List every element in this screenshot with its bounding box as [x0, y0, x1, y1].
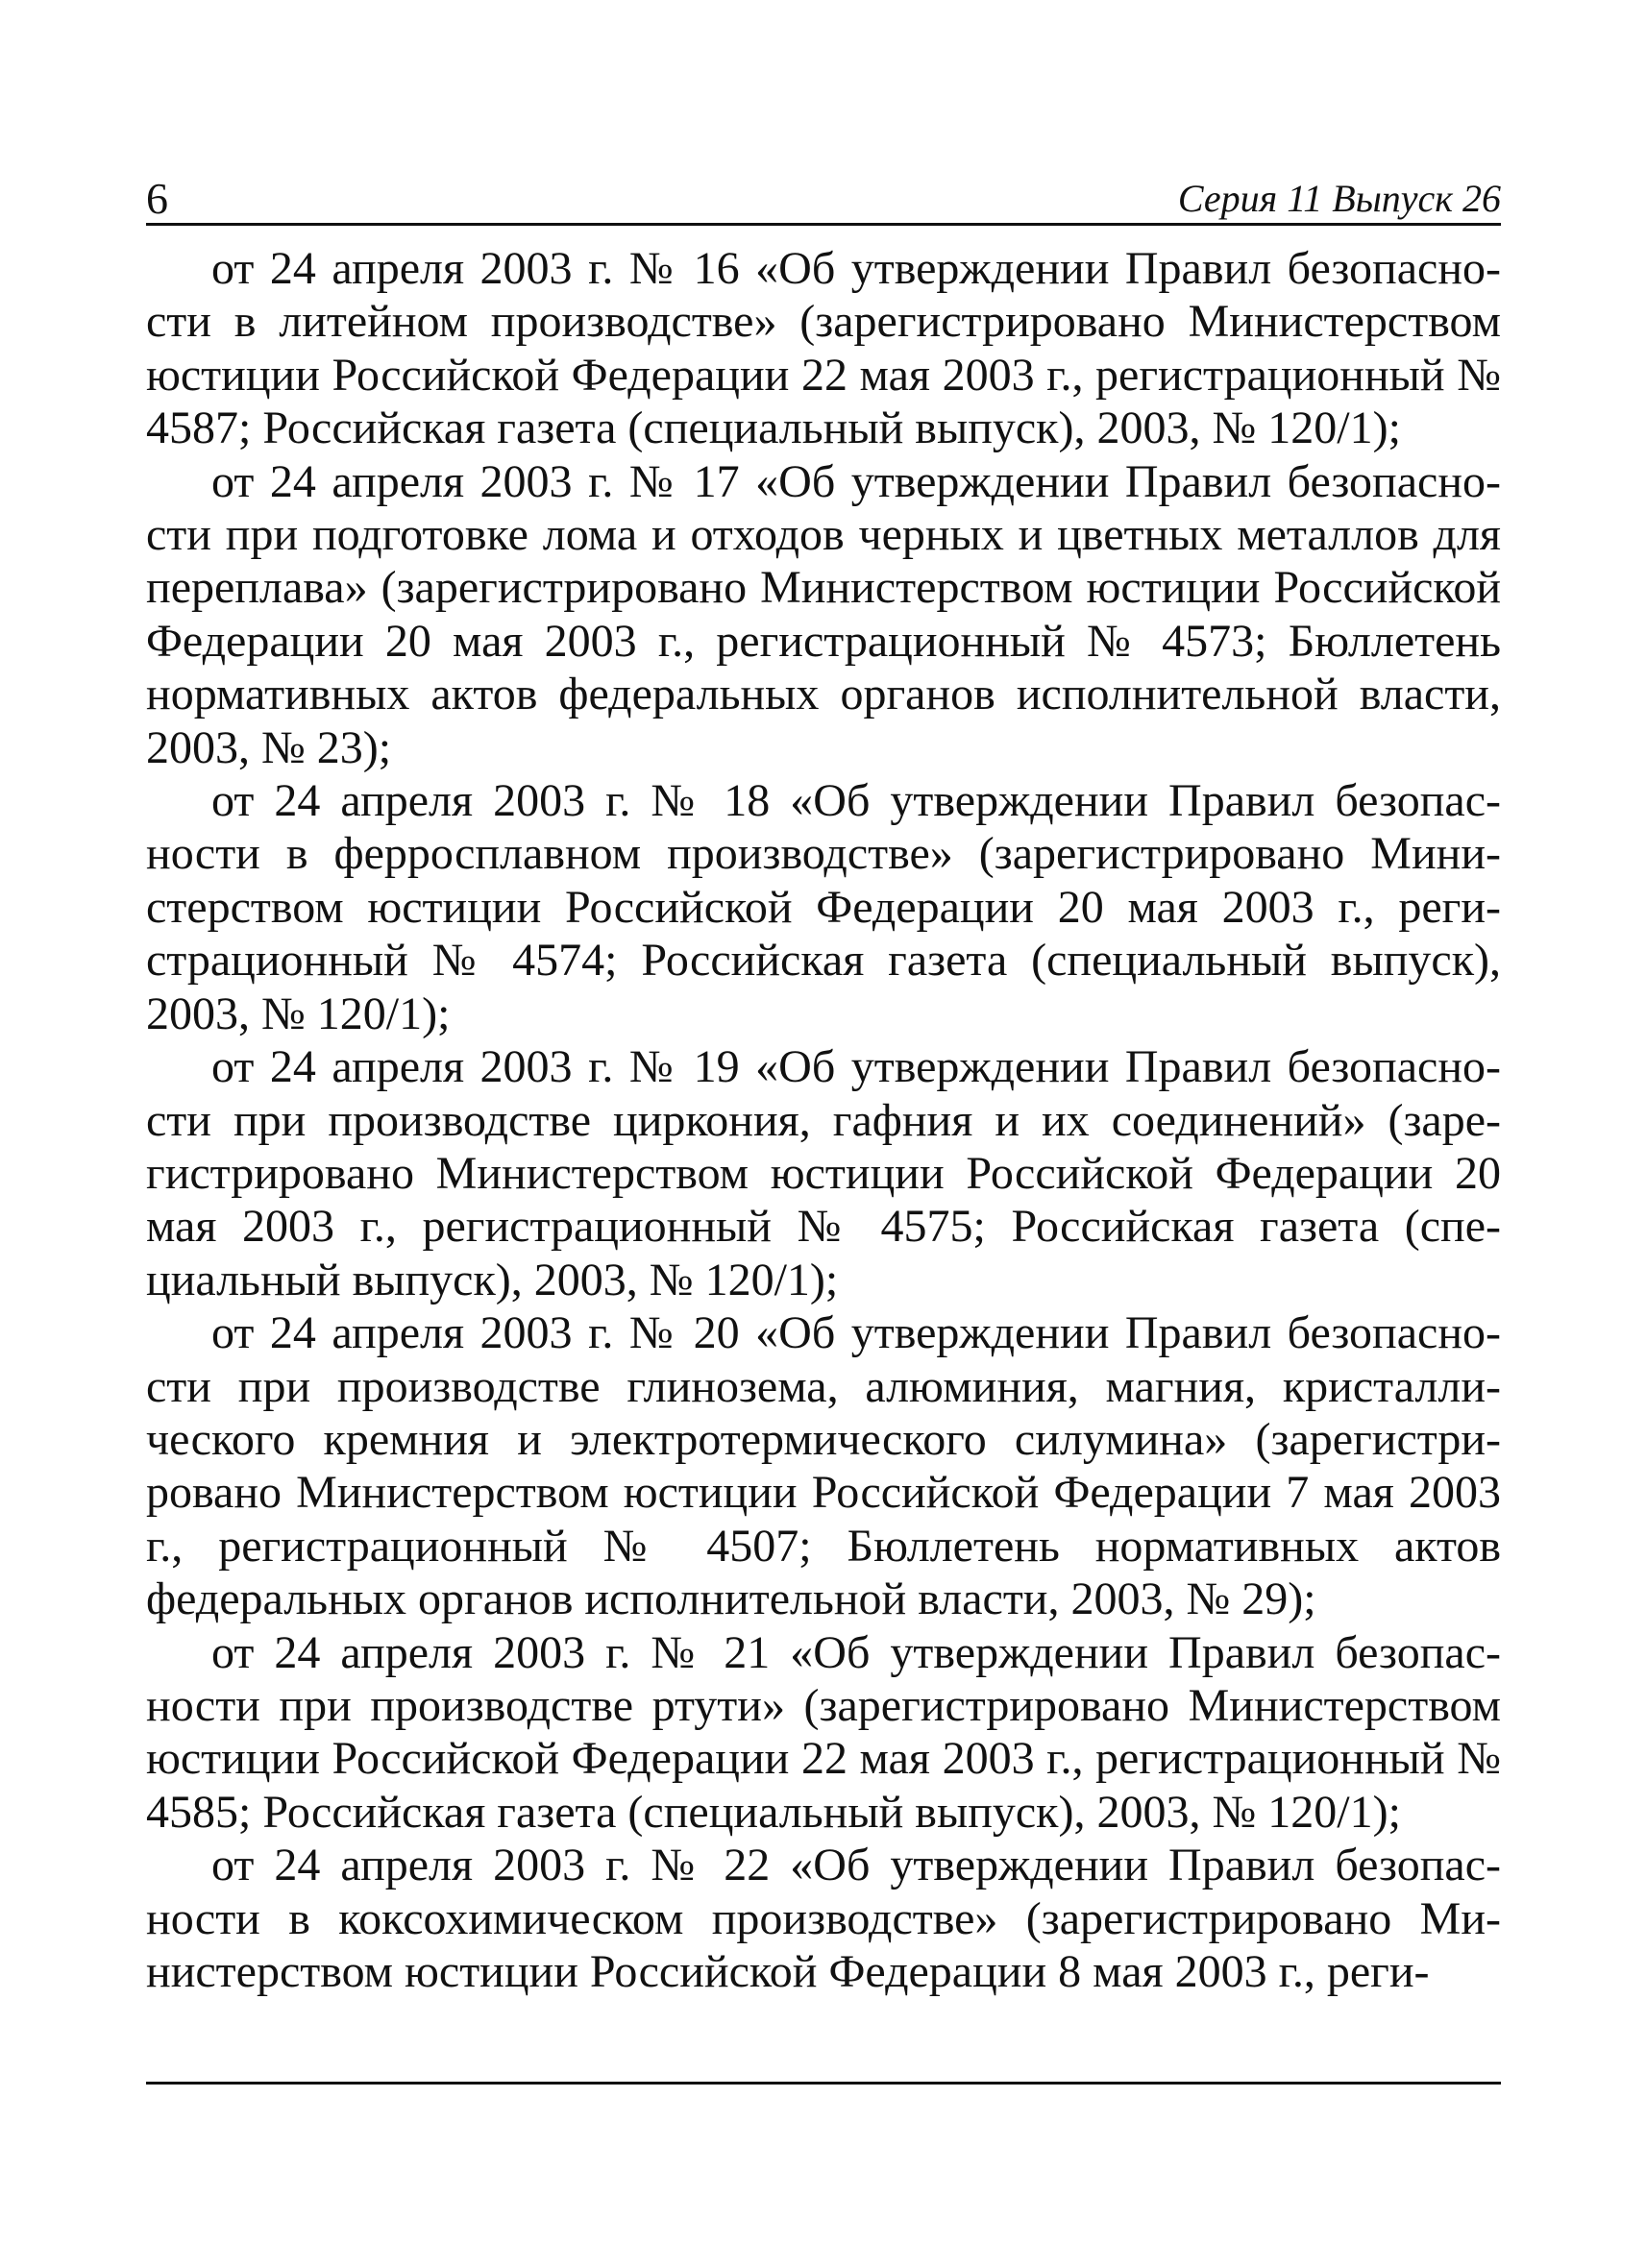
order-entry: от 24 апреля 2003 г. № 19 «Об утверждении Правил безопасности при производстве циркония, гафния и их соединений» (зарегистрировано Министерством юстиции Российской Федерации 20 мая 2003 г., регистрационный № 4575; Российская газета (специальный выпуск), 2003, № 120/1); — [146, 1041, 1501, 1305]
running-header — [146, 163, 1501, 226]
order-entry: от 24 апреля 2003 г. № 22 «Об утверждении Правил безопасности в коксохимическом производстве» (зарегистрировано Министерством юстиции Российской Федерации 8 мая 2003 г., реги- — [146, 1840, 1501, 1997]
series-label: Серия 11 Выпуск 26 — [1177, 177, 1501, 220]
document-page — [146, 0, 1501, 2268]
order-entry: от 24 апреля 2003 г. № 18 «Об утверждении Правил безопасности в ферросплавном производстве» (зарегистрировано Министерством юстиции Российской Федерации 20 мая 2003 г., регистрационный № 4574; Российская газета (специальный выпуск), 2003, № 120/1); — [146, 775, 1501, 1039]
order-entry: от 24 апреля 2003 г. № 16 «Об утверждении Правил безопасности в литейном производстве» (зарегистрировано Министерством юстиции Российской Федерации 22 мая 2003 г., регистрационный № 4587; Российская газета (специальный выпуск), 2003, № 120/1); — [146, 243, 1501, 454]
footer-rule — [146, 2082, 1501, 2085]
order-entry: от 24 апреля 2003 г. № 17 «Об утверждении Правил безопасности при подготовке лома и отходов черных и цветных металлов для переплава» (зарегистрировано Министерством юстиции Российской Федерации 20 мая 2003 г., регистрационный № 4573; Бюллетень нормативных актов федеральных органов исполнительной власти, 2003, № 23); — [146, 455, 1501, 773]
order-entry: от 24 апреля 2003 г. № 21 «Об утверждении Правил безопасности при производстве ртути» (зарегистрировано Министерством юстиции Российской Федерации 22 мая 2003 г., регистрационный № 4585; Российская газета (специальный выпуск), 2003, № 120/1); — [146, 1626, 1501, 1838]
page-number: 6 — [146, 174, 168, 223]
body-text — [146, 242, 1501, 1998]
order-entry: от 24 апреля 2003 г. № 20 «Об утверждении Правил безопасности при производстве глинозема, алюминия, магния, кристаллического кремния и электротермического силумина» (зарегистрировано Министерством юстиции Российской Федерации 7 мая 2003 г., регистрационный № 4507; Бюллетень нормативных актов федеральных органов исполнительной власти, 2003, № 29); — [146, 1307, 1501, 1625]
